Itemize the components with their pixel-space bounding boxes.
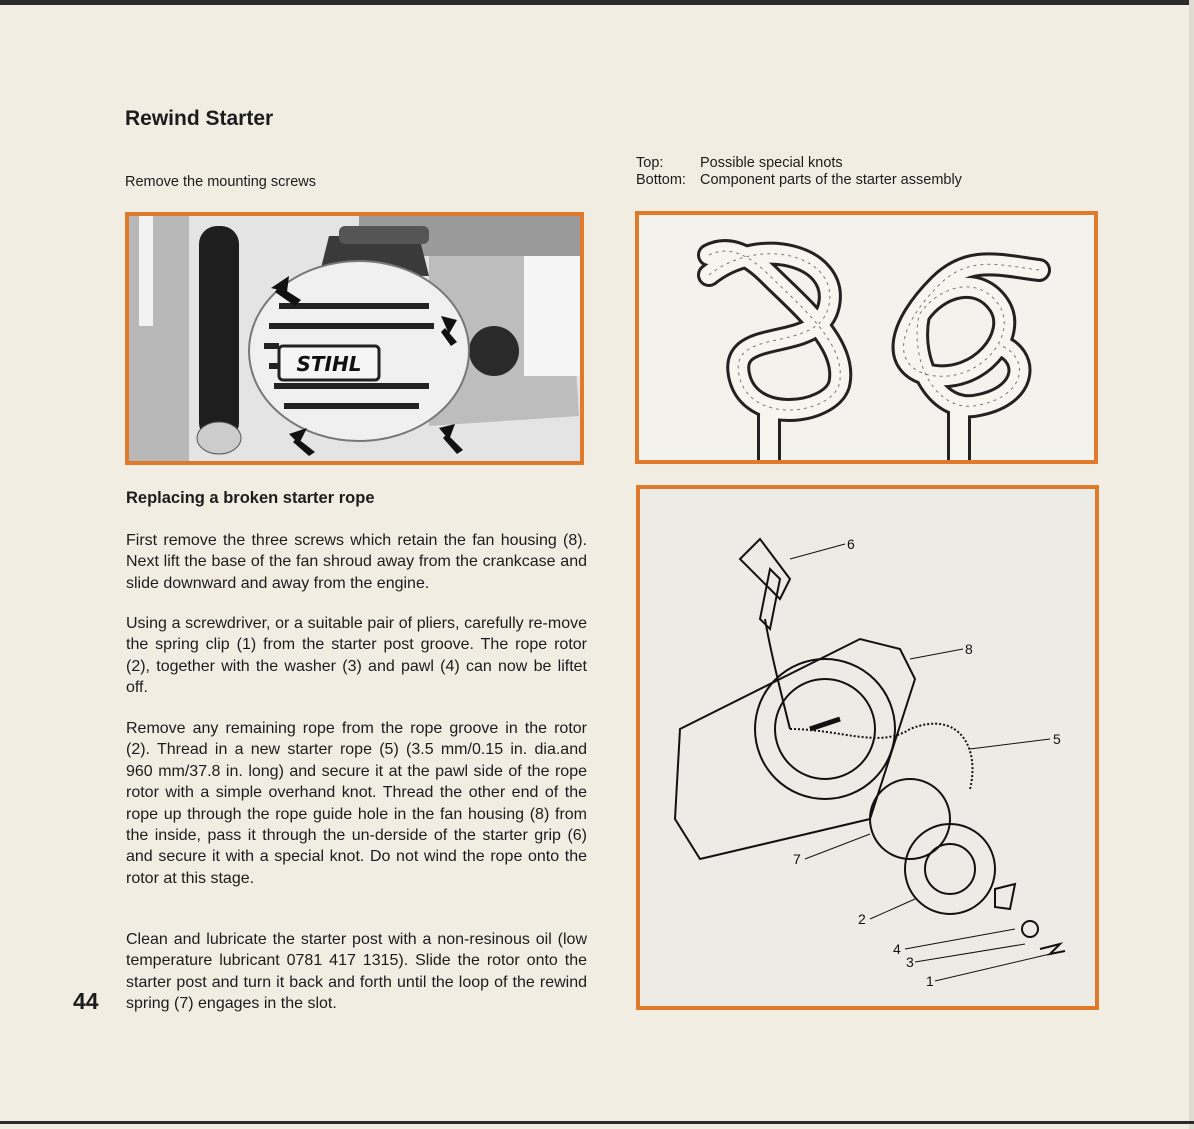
section-heading: Replacing a broken starter rope [126,489,375,507]
starter-assembly-diagram [636,485,1099,1010]
callout-2: 2 [858,911,866,927]
paragraph-thread-rope: Remove any remaining rope from the rope groove in the rotor (2). Thread in a new starter rope (5) (3.5 mm/0.15 in. dia.and 960 mm/37.8 in. long) and secure it at the pawl side of the rope rotor with a simple overhand knot. Thread the other end of the rope up through the rope guide hole in the fan housing (8) from the inside, pass it through the un-derside of the starter grip (6) and secure it with a special knot. Do not wind the rope onto the rotor at this stage. [126,720,587,887]
illustration-caption [636,155,962,189]
caption-text-bottom: Component parts of the starter assembly [700,172,962,188]
callout-5: 5 [1053,731,1061,747]
caption-row-top [636,155,962,172]
callout-1: 1 [926,973,934,989]
page-number: 44 [73,988,99,1014]
chainsaw-photo-drawing [129,216,580,461]
paragraph-remove-clip: Using a screwdriver, or a suitable pair of pliers, carefully re-move the spring clip (1) from the starter post groove. The rope rotor (2), together with the washer (3) and pawl (4) can now be liftet off. [126,615,587,697]
caption-key-top: Top: [636,155,664,171]
callout-4: 4 [893,941,901,957]
caption-key-bottom: Bottom: [636,172,686,188]
callout-8: 8 [965,641,973,657]
bottom-border [0,1121,1194,1124]
rope-rotor [905,824,995,914]
paragraph-lubricate: Clean and lubricate the starter post with a non-resinous oil (low temperature lubricant 0781 417 1315). Slide the rotor onto the starter post and turn it back and forth until the loop of the rewind spring (7) engages in the slot. [126,931,587,1013]
callout-3: 3 [906,954,914,970]
chainsaw-photo [125,212,584,465]
stihl-logo: STIHL [296,352,362,376]
callout-6: 6 [847,536,855,552]
callout-7: 7 [793,851,801,867]
paragraph-remove-screws: First remove the three screws which retain the fan housing (8). Next lift the base of the fan shroud away from the crankcase and slide downward and away from the engine. [126,532,587,592]
starter-assembly-drawing [640,489,1095,1006]
photo-caption: Remove the mounting screws [125,174,316,190]
fan-housing [675,639,915,859]
knots-illustration [635,211,1098,464]
right-edge [1189,0,1194,1129]
caption-row-bottom [636,172,962,189]
washer [1022,921,1038,937]
top-border [0,0,1194,5]
pawl [995,884,1015,909]
caption-text-top: Possible special knots [700,155,843,171]
page-title: Rewind Starter [125,107,274,130]
knots-drawing [639,215,1094,460]
